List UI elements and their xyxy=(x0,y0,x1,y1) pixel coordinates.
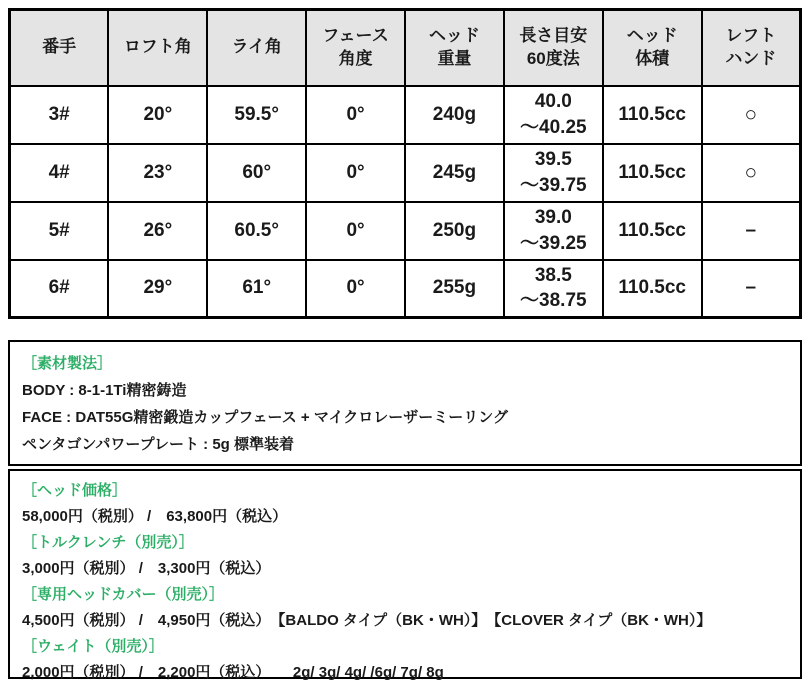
torque-wrench-heading: ［トルクレンチ（別売）］ xyxy=(22,534,194,551)
cell-head-volume: 110.5cc xyxy=(603,144,702,202)
cell-lie: 59.5° xyxy=(207,86,306,144)
length-line: ～38.75 xyxy=(520,290,587,312)
cell-left-hand xyxy=(702,86,801,144)
weight-heading: ［ウェイト（別売）］ xyxy=(22,638,164,655)
header-label: ヘッド xyxy=(626,25,678,45)
header-label: ライ角 xyxy=(231,37,282,57)
cell-head-weight: 250g xyxy=(405,202,504,260)
cell-head-volume: 110.5cc xyxy=(603,86,702,144)
table-row xyxy=(10,260,801,318)
col-header-head-volume xyxy=(603,10,702,86)
length-line: ～39.25 xyxy=(520,232,587,254)
material-heading: ［素材製法］ xyxy=(22,355,113,372)
weight-value: 2,000円（税別） / 2,200円（税込） 2g/ 3g/ 4g/ /6g/ 7g/ 8g xyxy=(22,664,444,681)
length-line: ～39.75 xyxy=(520,174,587,196)
table-row xyxy=(10,144,801,202)
cell-lie: 61° xyxy=(207,260,306,318)
cell-number: 3# xyxy=(10,86,109,144)
header-label: 角度 xyxy=(338,48,373,68)
col-header-head-weight xyxy=(405,10,504,86)
head-cover-value: 4,500円（税別） / 4,950円（税込） 【BALDO タイプ（BK・WH）】 【CLOVER タイプ（BK・WH）】 xyxy=(22,612,712,629)
col-header-face-angle xyxy=(306,10,405,86)
cell-loft: 26° xyxy=(108,202,207,260)
torque-wrench-value: 3,000円（税別） / 3,300円（税込） xyxy=(22,560,271,577)
col-header-lie xyxy=(207,10,306,86)
cell-length xyxy=(504,202,603,260)
length-line: 38.5 xyxy=(534,264,572,286)
cell-left-hand: – xyxy=(702,202,801,260)
header-label: 体積 xyxy=(635,48,670,68)
length-line: 39.5 xyxy=(534,148,572,170)
material-body-line: BODY : 8-1-1Ti精密鋳造 xyxy=(22,382,187,399)
cell-face-angle: 0° xyxy=(306,260,405,318)
header-label: 長さ目安 xyxy=(519,25,588,45)
header-label: ロフト角 xyxy=(123,37,192,57)
cell-length xyxy=(504,86,603,144)
header-label: 番手 xyxy=(42,37,77,57)
head-cover-heading: ［専用ヘッドカバー（別売）］ xyxy=(22,586,225,603)
material-section xyxy=(8,340,802,466)
material-plate-line: ペンタゴンパワープレート : 5g 標準装着 xyxy=(22,436,295,453)
length-line: 40.0 xyxy=(534,90,572,112)
cell-head-volume: 110.5cc xyxy=(603,260,702,318)
table-header-row xyxy=(10,10,801,86)
header-label: 60度法 xyxy=(526,48,580,68)
cell-number: 4# xyxy=(10,144,109,202)
cell-head-weight: 245g xyxy=(405,144,504,202)
head-price-heading: ［ヘッド価格］ xyxy=(22,482,128,499)
pricing-section xyxy=(8,469,802,679)
cell-head-weight: 255g xyxy=(405,260,504,318)
cell-face-angle: 0° xyxy=(306,144,405,202)
header-label: レフト xyxy=(725,25,777,45)
col-header-left-hand xyxy=(702,10,801,86)
cell-number: 5# xyxy=(10,202,109,260)
left-hand-mark: ○ xyxy=(744,160,758,184)
cell-loft: 20° xyxy=(108,86,207,144)
cell-length xyxy=(504,260,603,318)
cell-lie: 60° xyxy=(207,144,306,202)
header-label: 重量 xyxy=(437,48,472,68)
cell-lie: 60.5° xyxy=(207,202,306,260)
cell-head-volume: 110.5cc xyxy=(603,202,702,260)
col-header-number xyxy=(10,10,109,86)
length-line: ～40.25 xyxy=(520,116,587,138)
cell-left-hand xyxy=(702,144,801,202)
cell-face-angle: 0° xyxy=(306,86,405,144)
material-face-line: FACE : DAT55G精密鍛造カップフェース + マイクロレーザーミーリング xyxy=(22,409,508,426)
club-spec-table xyxy=(8,8,802,319)
cell-length xyxy=(504,144,603,202)
cell-number: 6# xyxy=(10,260,109,318)
table-row xyxy=(10,202,801,260)
cell-loft: 29° xyxy=(108,260,207,318)
left-hand-mark: ○ xyxy=(744,102,758,126)
header-label: フェース xyxy=(322,25,389,45)
head-price-value: 58,000円（税別） / 63,800円（税込） xyxy=(22,508,288,525)
cell-loft: 23° xyxy=(108,144,207,202)
length-line: 39.0 xyxy=(534,206,572,228)
cell-head-weight: 240g xyxy=(405,86,504,144)
header-label: ハンド xyxy=(725,48,777,68)
header-label: ヘッド xyxy=(428,25,480,45)
table-row xyxy=(10,86,801,144)
col-header-loft xyxy=(108,10,207,86)
cell-face-angle: 0° xyxy=(306,202,405,260)
col-header-length xyxy=(504,10,603,86)
cell-left-hand: – xyxy=(702,260,801,318)
